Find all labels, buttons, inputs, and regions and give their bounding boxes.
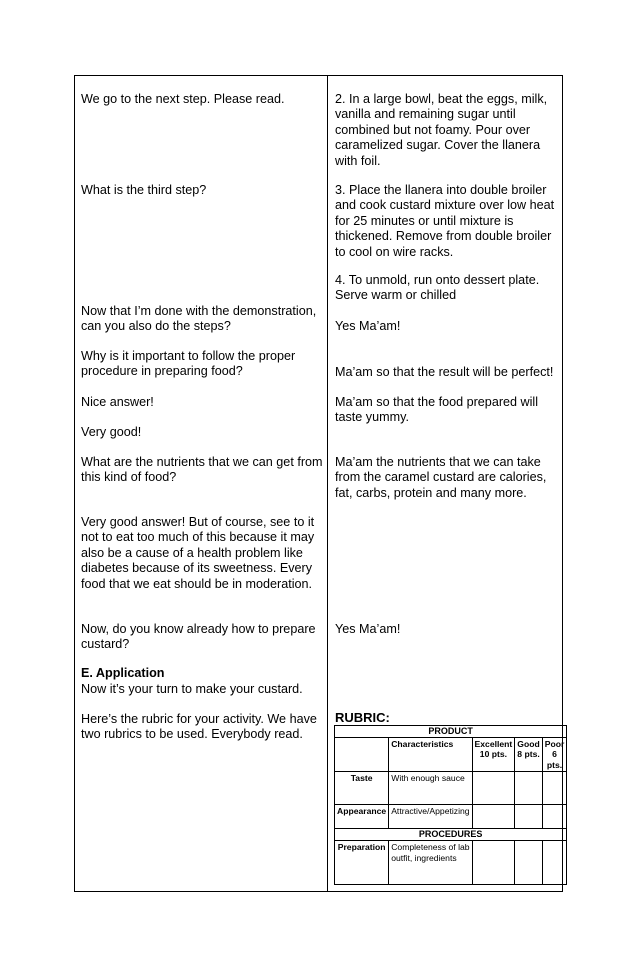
rubric-row-appearance — [335, 805, 567, 829]
rubric-row-preparation — [335, 840, 567, 884]
rubric-score-cell — [515, 805, 542, 829]
student-text-step-3: 3. Place the llanera into double broiler and cook custard mixture over low heat for 25 minutes or until mixture is thickened. Remove from double broiler to cool on wire racks. — [335, 183, 555, 259]
rubric-score-cell — [515, 840, 542, 884]
teacher-text-prepare-custard: Now, do you know already how to prepare custard? — [81, 622, 316, 652]
student-text-result-perfect: Ma’am so that the result will be perfect! — [335, 365, 554, 379]
rubric-row-label: Taste — [335, 772, 389, 805]
rubric-score-cell — [542, 805, 567, 829]
rubric-score-cell — [472, 772, 515, 805]
rubric-col-excellent: Excellent 10 pts. — [472, 737, 515, 772]
teacher-text-very-good: Very good! — [81, 425, 142, 439]
teacher-text-third-step: What is the third step? — [81, 183, 207, 197]
rubric-col-characteristics: Characteristics — [389, 737, 472, 772]
rubric-score-cell — [542, 772, 567, 805]
rubric-criteria-header-cell — [335, 737, 389, 772]
teacher-text-nutrients-question: What are the nutrients that we can get from this kind of food? — [81, 455, 323, 485]
student-text-taste-yummy: Ma’am so that the food prepared will taste yummy. — [335, 395, 539, 425]
teacher-text-next-step: We go to the next step. Please read. — [81, 92, 285, 106]
teacher-text-rubric-intro: Here’s the rubric for your activity. We have two rubrics to be used. Everybody read. — [81, 712, 317, 742]
rubric-table — [334, 725, 567, 885]
teacher-text-your-turn: Now it’s your turn to make your custard. — [81, 682, 303, 696]
rubric-product-header-row — [335, 726, 567, 738]
rubric-title: RUBRIC: — [335, 710, 390, 725]
teacher-text-nice-answer: Nice answer! — [81, 395, 154, 409]
rubric-col-poor: Poor 6 pts. — [542, 737, 567, 772]
rubric-score-cell — [472, 805, 515, 829]
teacher-text-demonstration: Now that I’m done with the demonstration, can you also do the steps? — [81, 304, 317, 334]
rubric-col-good: Good 8 pts. — [515, 737, 542, 772]
rubric-row-characteristic: Completeness of lab outfit, ingredients — [389, 840, 472, 884]
teacher-text-moderation: Very good answer! But of course, see to it not to eat too much of this because it may also be a cause of a health problem like diabetes because of its sweetness. Every food that we eat should be in moderation. — [81, 515, 315, 591]
rubric-procedures-header-row — [335, 829, 567, 841]
rubric-procedures-header: PROCEDURES — [335, 829, 567, 841]
student-text-step-4: 4. To unmold, run onto dessert plate. Serve warm or chilled — [335, 273, 540, 303]
rubric-row-label: Preparation — [335, 840, 389, 884]
rubric-product-header: PRODUCT — [335, 726, 567, 738]
student-text-yes-maam-1: Yes Ma’am! — [335, 319, 401, 333]
rubric-row-taste — [335, 772, 567, 805]
rubric-score-cell — [542, 840, 567, 884]
rubric-score-cell — [515, 772, 542, 805]
rubric-row-characteristic: With enough sauce — [389, 772, 472, 805]
rubric-score-cell — [472, 840, 515, 884]
section-heading-application: E. Application — [81, 666, 165, 680]
rubric-column-header-row — [335, 737, 567, 772]
column-divider — [327, 75, 328, 892]
rubric-row-label: Appearance — [335, 805, 389, 829]
student-text-step-2: 2. In a large bowl, beat the eggs, milk, vanilla and remaining sugar until combined but not foamy. Pour over caramelized sugar. Cover the llanera with foil. — [335, 92, 548, 168]
student-text-yes-maam-2: Yes Ma’am! — [335, 622, 401, 636]
rubric-row-characteristic: Attractive/Appetizing — [389, 805, 472, 829]
teacher-text-why-procedure: Why is it important to follow the proper procedure in preparing food? — [81, 349, 296, 379]
student-text-nutrients-answer: Ma’am the nutrients that we can take from the caramel custard are calories, fat, carbs, protein and many more. — [335, 455, 547, 500]
